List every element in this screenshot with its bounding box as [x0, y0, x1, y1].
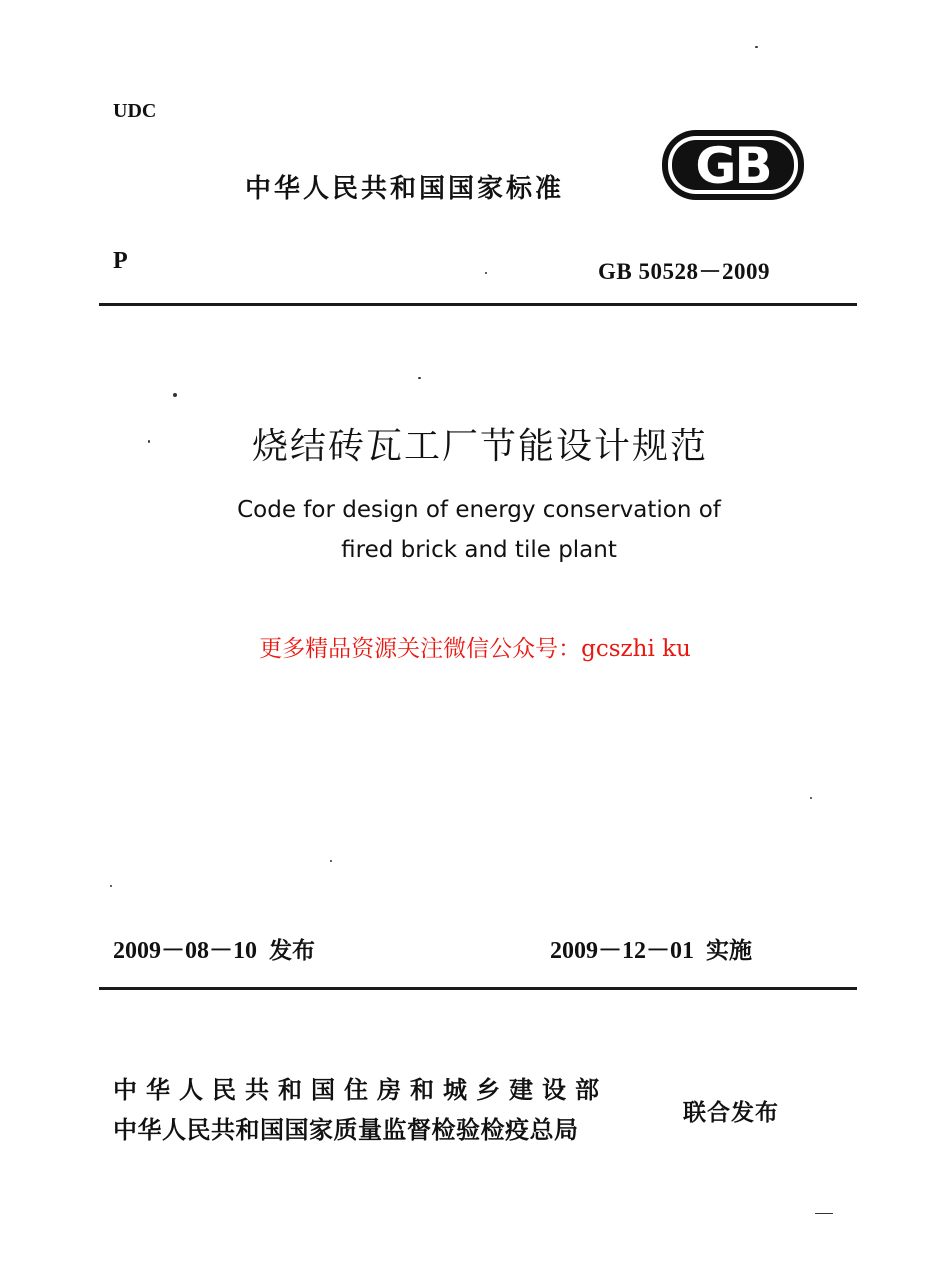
scan-speck: [148, 440, 150, 443]
title-english-line-2: fired brick and tile plant: [341, 537, 617, 563]
publisher-ministry: 中华人民共和国住房和城乡建设部: [113, 1076, 608, 1104]
svg-text:GB: GB: [695, 137, 771, 195]
implement-label: 实施: [706, 938, 752, 964]
scan-speck: [485, 272, 487, 274]
publisher-aqsiq: 中华人民共和国国家质量监督检验检疫总局: [113, 1116, 579, 1144]
top-divider: [99, 303, 857, 306]
title-english: [0, 490, 950, 570]
scan-speck: [173, 393, 177, 397]
scan-speck: [815, 1213, 833, 1214]
standard-type-heading: 中华人民共和国国家标准: [245, 174, 565, 204]
title-chinese: 烧结砖瓦工厂节能设计规范: [251, 426, 708, 467]
title-english-line-1: Code for design of energy conservation of: [237, 497, 721, 523]
issue-label: 发布: [269, 938, 315, 964]
scan-speck: [110, 885, 112, 887]
promo-watermark-text: 更多精品资源关注微信公众号：gcszhi ku: [259, 636, 691, 662]
standard-number: GB 50528－2009: [598, 259, 770, 284]
scan-speck: [755, 46, 758, 48]
category-letter: P: [113, 248, 128, 274]
joint-issue-label: 联合发布: [683, 1100, 779, 1126]
scan-speck: [810, 797, 812, 799]
implement-date-block: [550, 930, 752, 965]
implement-date: 2009－12－01: [550, 938, 694, 964]
scan-speck: [418, 377, 421, 379]
gb-logo: [662, 130, 804, 200]
issue-date-block: [113, 930, 315, 965]
scan-speck: [330, 860, 332, 862]
udc-label: UDC: [113, 100, 157, 122]
issue-date: 2009－08－10: [113, 938, 257, 964]
bottom-divider: [99, 987, 857, 990]
